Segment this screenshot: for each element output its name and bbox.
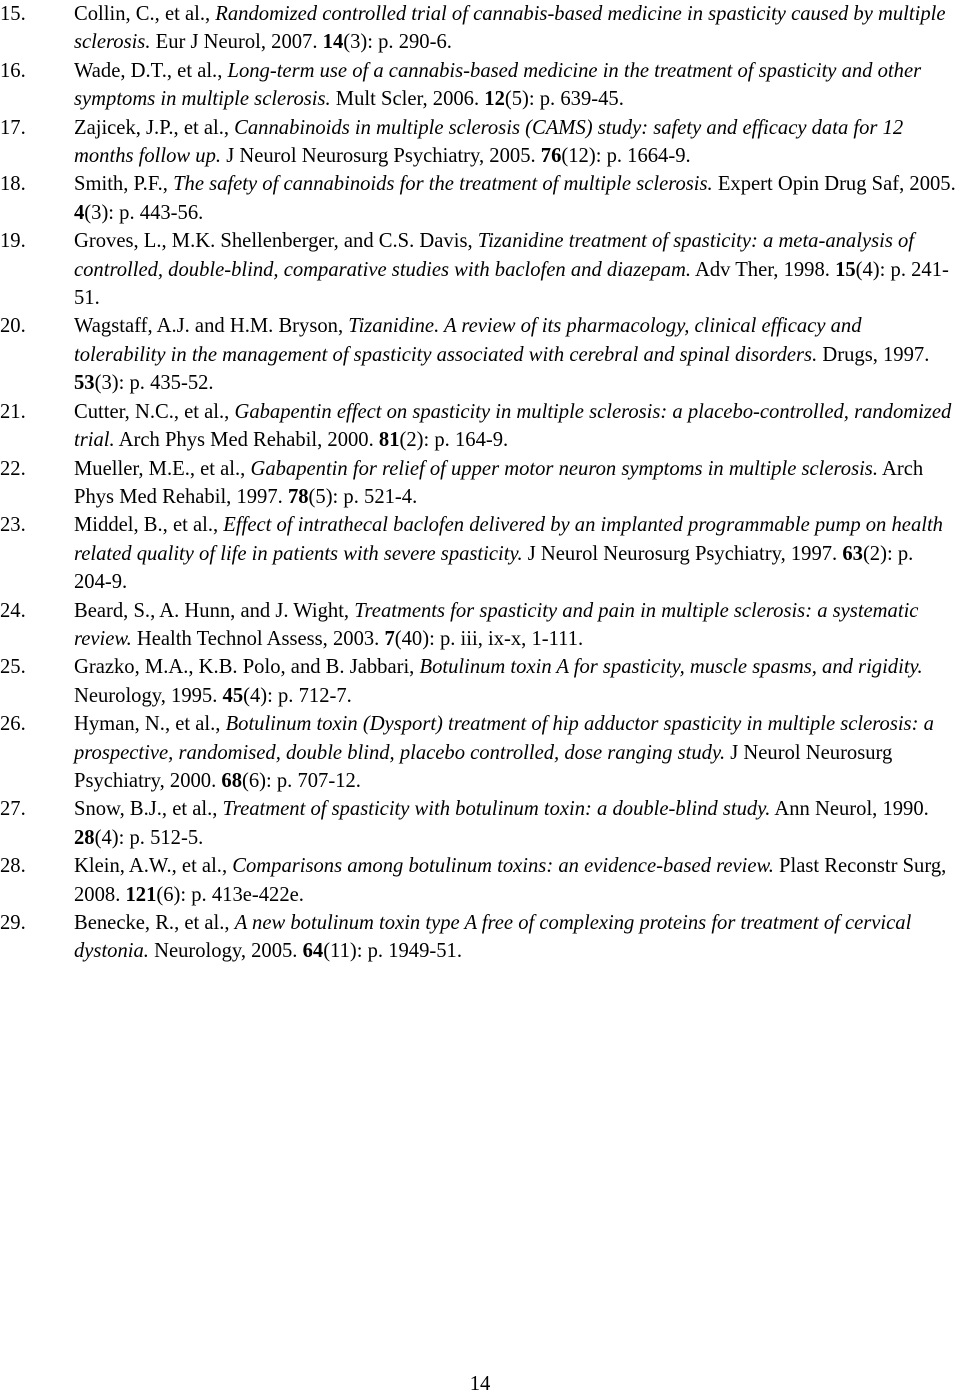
reference-pages: (4): p. 712-7. [243,684,352,707]
reference-authors: Klein, A.W., et al., [74,855,233,878]
reference-title: Comparisons among botulinum toxins: an evidence-based review. [232,855,774,878]
reference-title: Gabapentin for relief of upper motor neuron symptoms in multiple sclerosis. [250,457,878,480]
reference-pages: (2): p. 164-9. [399,429,509,452]
reference-volume: 7 [384,627,395,650]
reference-pages: (4): p. 512-5. [94,826,204,849]
reference-authors: Groves, L., M.K. Shellenberger, and C.S. Davis, [74,230,478,253]
reference-volume: 53 [74,372,95,395]
reference-source: Mult Scler, 2006. [330,88,485,111]
reference-text [74,653,956,710]
reference-number: 17. [0,116,26,139]
reference-pages: (5): p. 639-45. [504,88,624,111]
reference-number: 25. [0,656,26,679]
reference-number: 24. [0,599,26,622]
reference-pages: (11): p. 1949-51. [323,940,462,963]
reference-text [74,114,956,171]
reference-entry [0,0,956,57]
reference-pages: (40): p. iii, ix-x, 1-111. [394,627,584,650]
reference-number: 15. [0,3,26,25]
reference-source: Expert Opin Drug Saf, 2005. [712,173,956,196]
reference-title: Effect of intrathecal baclofen delivered by an implanted programmable pump on health related quality of life in patients with severe spasticity. [74,514,943,565]
reference-number: 19. [0,230,26,253]
reference-authors: Wade, D.T., et al., [74,59,228,82]
reference-number: 26. [0,713,26,736]
reference-volume: 68 [221,769,242,792]
reference-text [74,455,956,512]
reference-pages: (4): p. 241-51. [74,258,949,310]
reference-title: A new botulinum toxin type A free of complexing proteins for treatment of cervical dystonia. [74,912,912,963]
reference-volume: 45 [222,684,244,707]
reference-entry [0,170,956,227]
reference-number: 29. [0,912,26,934]
reference-source: Neurology, 2005. [148,940,303,963]
reference-source: Ann Neurol, 1990. [770,798,929,821]
reference-entry [0,710,956,795]
reference-title: Long-term use of a cannabis-based medicine in the treatment of spasticity and other symptoms in multiple sclerosis. [74,59,922,111]
reference-number: 27. [0,798,26,821]
reference-authors: Zajicek, J.P., et al., [74,116,235,139]
reference-authors: Middel, B., et al., [74,514,224,537]
reference-volume: 4 [74,201,85,224]
reference-text [74,511,956,596]
reference-authors: Snow, B.J., et al., [74,798,223,821]
reference-volume: 81 [378,429,400,452]
reference-authors: Smith, P.F., [74,173,174,196]
reference-entry [0,597,956,654]
reference-text [74,909,956,966]
reference-text [74,398,956,455]
reference-entry [0,227,956,312]
reference-title: Randomized controlled trial of cannabis-based medicine in spasticity caused by multiple sclerosis. [74,3,946,54]
reference-entry [0,455,956,512]
reference-source: Adv Ther, 1998. [690,258,836,281]
reference-source: Drugs, 1997. [817,343,930,366]
reference-entry [0,114,956,171]
reference-pages: (5): p. 521-4. [308,485,418,508]
reference-number: 16. [0,59,26,82]
reference-number: 23. [0,514,26,537]
reference-authors: Mueller, M.E., et al., [74,457,251,480]
reference-number: 20. [0,315,26,338]
reference-pages: (3): p. 290-6. [343,31,452,54]
reference-title: Tizanidine treatment of spasticity: a meta-analysis of controlled, double-blind, comparative studies with baclofen and diazepam. [74,230,914,281]
reference-number: 21. [0,400,26,423]
reference-volume: 78 [287,485,309,508]
reference-number: 18. [0,173,26,196]
reference-volume: 121 [125,883,157,906]
reference-source: J Neurol Neurosurg Psychiatry, 2000. [74,741,893,792]
reference-title: Tizanidine. A review of its pharmacology, clinical efficacy and tolerability in the management of spasticity associated with cerebral and spinal disorders. [74,315,862,366]
reference-title: Treatment of spasticity with botulinum toxin: a double-blind study. [222,798,771,821]
reference-text [74,795,956,852]
reference-source: Eur J Neurol, 2007. [150,31,323,54]
reference-pages: (12): p. 1664-9. [561,145,691,168]
reference-source: J Neurol Neurosurg Psychiatry, 2005. [221,145,541,168]
reference-entry [0,312,956,397]
reference-pages: (6): p. 413e-422e. [156,883,304,906]
reference-pages: (3): p. 443-56. [84,201,204,224]
reference-title: Gabapentin effect on spasticity in multiple sclerosis: a placebo-controlled, randomized trial. [74,400,952,452]
reference-volume: 28 [74,826,95,849]
reference-text [74,227,956,312]
reference-text [74,170,956,227]
page-number: 14 [469,1373,491,1395]
reference-text [74,57,956,114]
reference-authors: Hyman, N., et al., [74,713,226,736]
reference-volume: 15 [835,258,856,281]
reference-authors: Grazko, M.A., K.B. Polo, and B. Jabbari, [74,656,420,679]
reference-text [74,0,956,57]
reference-pages: (3): p. 435-52. [94,372,214,395]
reference-pages: (2): p. 204-9. [74,542,914,594]
reference-entry [0,909,956,966]
reference-entry [0,795,956,852]
reference-number: 22. [0,457,26,480]
reference-entry [0,398,956,455]
reference-title: Botulinum toxin A for spasticity, muscle spasms, and rigidity. [419,656,923,679]
reference-authors: Benecke, R., et al., [74,912,235,934]
reference-text [74,597,956,654]
reference-title: The safety of cannabinoids for the treatment of multiple sclerosis. [173,173,713,196]
reference-authors: Wagstaff, A.J. and H.M. Bryson, [74,315,349,338]
reference-volume: 63 [842,542,863,565]
reference-entry [0,57,956,114]
reference-source: Neurology, 1995. [74,684,223,707]
reference-entry [0,653,956,710]
reference-volume: 14 [322,31,344,54]
reference-volume: 64 [302,940,324,963]
reference-text [74,710,956,795]
reference-title: Cannabinoids in multiple sclerosis (CAMS) study: safety and efficacy data for 12 months follow up. [74,116,904,168]
reference-volume: 12 [484,88,505,111]
reference-entry [0,511,956,596]
reference-source: J Neurol Neurosurg Psychiatry, 1997. [522,542,843,565]
reference-title: Botulinum toxin (Dysport) treatment of hip adductor spasticity in multiple sclerosis: a prospective, randomised, double blind, placebo controlled, dose ranging study. [74,713,934,764]
reference-authors: Cutter, N.C., et al., [74,400,235,423]
reference-authors: Beard, S., A. Hunn, and J. Wight, [74,599,355,622]
reference-source: Plast Reconstr Surg, 2008. [74,855,947,906]
reference-text [74,852,956,909]
reference-source: Arch Phys Med Rehabil, 2000. [114,429,379,452]
reference-source: Health Technol Assess, 2003. [131,627,385,650]
reference-text [74,312,956,397]
reference-title: Treatments for spasticity and pain in multiple sclerosis: a systematic review. [74,599,919,650]
reference-number: 28. [0,855,26,878]
reference-entry [0,852,956,909]
reference-pages: (6): p. 707-12. [241,769,361,792]
reference-source: Arch Phys Med Rehabil, 1997. [74,457,924,508]
reference-volume: 76 [540,145,562,168]
reference-authors: Collin, C., et al., [74,3,216,25]
